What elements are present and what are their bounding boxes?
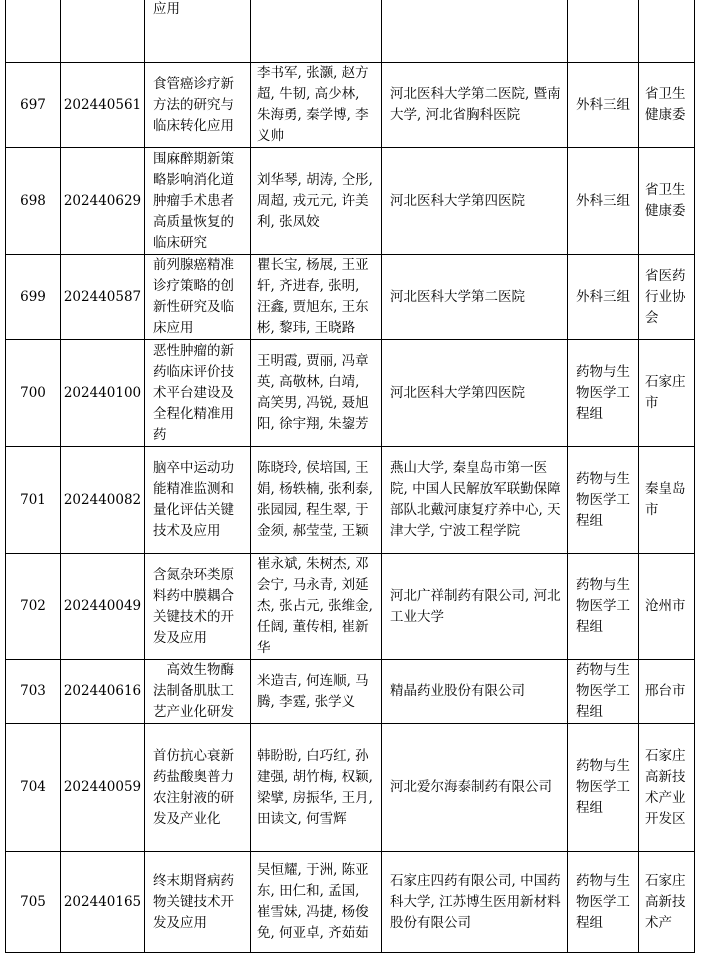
row-number: 701 [20,491,46,508]
project-members-cell [251,63,382,148]
project-members: 吴恒耀, 于洲, 陈亚东, 田仁和, 孟国, 崔雪妹, 冯捷, 杨俊免, 何亚卓, 齐茹茹 [257,862,369,941]
project-title: 含氮杂环类原料药中膜耦合关键技术的开发及应用 [153,566,234,646]
completing-unit: 河北医科大学第四医院 [390,384,525,401]
table-row [6,0,695,63]
project-code: 202440616 [63,683,142,699]
project-members-cell [251,554,382,660]
project-code-cell [61,724,145,852]
project-members-cell [251,255,382,340]
review-group: 药物与生物医学工程组 [576,577,630,635]
project-code-cell [61,852,145,953]
recommending-unit-cell [639,852,695,953]
recommending-unit-cell [639,660,695,724]
project-title: 食管癌诊疗新方法的研究与临床转化应用 [153,75,234,134]
review-group-cell [568,63,639,148]
completing-unit-cell [382,63,568,148]
row-number-cell [6,340,61,447]
table-row [6,447,695,554]
completing-unit-cell [382,340,568,447]
table-row [6,63,695,148]
review-group-cell [568,554,639,660]
project-code: 202440059 [63,779,142,795]
completing-unit: 燕山大学, 秦皇岛市第一医院, 中国人民解放军联勤保障部队北戴河康复疗养中心, 天津大学, 宁波工程学院 [390,460,561,539]
project-title: 围麻醉期新策略影响消化道肿瘤手术患者高质量恢复的临床研究 [153,150,234,251]
project-title: 脑卒中运动功能精准监测和量化评估关键技术及应用 [153,460,234,539]
row-number-cell [6,724,61,852]
table-row [6,554,695,660]
completing-unit: 精晶药业股份有限公司 [390,683,525,699]
row-number: 700 [20,384,46,401]
project-title-cell [145,148,251,255]
project-title-cell [145,724,251,852]
project-members: 陈晓玲, 侯培国, 王娟, 杨轶楠, 张利泰, 张园园, 程生翠, 于金须, 郝莹莹, 王颖 [257,460,373,539]
review-group: 外科三组 [576,96,630,113]
recommending-unit-cell [639,340,695,447]
project-members: 王明霞, 贾丽, 冯章英, 高敬林, 白靖, 高笑男, 冯锐, 聂旭阳, 徐宇翔, 朱鋆芳 [257,353,369,432]
recommending-unit: 石家庄市 [645,374,686,411]
project-title-cell [145,447,251,554]
row-number-cell [6,63,61,148]
review-group: 药物与生物医学工程组 [576,363,630,422]
project-code-cell [61,447,145,554]
project-title: 前列腺癌精准诊疗策略的创新性研究及临床应用 [153,257,234,336]
completing-unit: 河北医科大学第二医院 [390,288,525,305]
row-number: 702 [20,598,46,614]
review-group-cell [568,724,639,852]
project-members: 刘华琴, 胡涛, 仝彤, 周超, 戎元元, 许美利, 张凤姣 [257,171,373,230]
row-number-cell [6,852,61,953]
project-code-cell [61,554,145,660]
review-group: 药物与生物医学工程组 [576,872,630,931]
table-row [6,340,695,447]
project-code-cell [61,255,145,340]
recommending-unit: 石家庄高新技术产业开发区 [645,747,686,827]
row-number: 704 [20,779,46,795]
row-number: 698 [20,192,46,209]
project-members: 李书军, 张灏, 赵方超, 牛韧, 高少林, 朱海勇, 秦学博, 李义帅 [257,65,369,144]
project-code-cell [61,340,145,447]
review-group: 外科三组 [576,192,630,209]
review-group-cell [568,340,639,447]
project-code-cell [61,63,145,148]
completing-unit-cell [382,0,568,63]
completing-unit: 石家庄四药有限公司, 中国药科大学, 江苏博生医用新材料股份有限公司 [390,872,561,931]
review-group-cell [568,0,639,63]
project-title: 高效生物酶法制备肌肽工艺产业化研发 [153,662,234,720]
completing-unit-cell [382,724,568,852]
project-title-cell [145,340,251,447]
table-row [6,148,695,255]
recommending-unit-cell [639,148,695,255]
completing-unit: 河北爱尔海泰制药有限公司 [390,779,552,795]
project-title: 恶性肿瘤的新药临床评价技术平台建设及全程化精准用药 [153,342,234,443]
table-row [6,255,695,340]
recommending-unit: 邢台市 [645,683,686,699]
recommending-unit-cell [639,447,695,554]
row-number: 705 [20,893,46,910]
row-number-cell [6,660,61,724]
recommending-unit: 省卫生健康委 [645,182,686,219]
project-title-cell [145,255,251,340]
project-table [5,0,695,953]
row-number: 697 [20,96,46,113]
project-title: 应用 [153,1,180,17]
project-code: 202440082 [63,491,142,508]
row-number-cell [6,554,61,660]
review-group-cell [568,660,639,724]
recommending-unit-cell [639,0,695,63]
completing-unit-cell [382,660,568,724]
recommending-unit: 沧州市 [645,598,686,614]
recommending-unit-cell [639,63,695,148]
completing-unit-cell [382,852,568,953]
recommending-unit-cell [639,255,695,340]
project-code: 202440561 [63,96,142,113]
project-members-cell [251,852,382,953]
row-number-cell [6,255,61,340]
completing-unit-cell [382,255,568,340]
completing-unit-cell [382,554,568,660]
project-code: 202440587 [63,288,142,305]
recommending-unit-cell [639,554,695,660]
table-row [6,660,695,724]
project-members: 瞿长宝, 杨展, 王亚轩, 齐进春, 张明, 汪鑫, 贾旭东, 王东彬, 黎玮, 王晓路 [257,257,369,336]
project-title-cell [145,63,251,148]
project-title-cell [145,0,251,63]
project-members-cell [251,724,382,852]
project-code-cell [61,660,145,724]
project-members-cell [251,340,382,447]
review-group: 药物与生物医学工程组 [576,662,630,720]
project-code: 202440165 [63,893,142,910]
project-title-cell [145,852,251,953]
project-members-cell [251,0,382,63]
project-code: 202440049 [63,598,142,614]
project-title-cell [145,554,251,660]
recommending-unit: 石家庄高新技术产 [645,872,686,931]
review-group-cell [568,447,639,554]
row-number-cell [6,0,61,63]
project-code: 202440100 [63,384,142,401]
row-number: 699 [20,288,46,305]
review-group-cell [568,852,639,953]
review-group: 药物与生物医学工程组 [576,758,630,816]
project-title: 首仿抗心衰新药盐酸奥普力农注射液的研发及产业化 [153,747,234,827]
completing-unit: 河北医科大学第四医院 [390,192,525,209]
review-group: 外科三组 [576,288,630,305]
recommending-unit: 省卫生健康委 [645,86,686,123]
recommending-unit: 省医药行业协会 [645,267,686,326]
row-number-cell [6,447,61,554]
completing-unit-cell [382,148,568,255]
review-group-cell [568,255,639,340]
completing-unit: 河北医科大学第二医院, 暨南大学, 河北省胸科医院 [390,86,561,123]
table-row [6,724,695,852]
project-code-cell [61,148,145,255]
recommending-unit-cell [639,724,695,852]
completing-unit: 河北广祥制药有限公司, 河北工业大学 [390,587,561,625]
project-code: 202440629 [63,192,142,209]
project-members-cell [251,660,382,724]
completing-unit-cell [382,447,568,554]
project-title-cell [145,660,251,724]
project-title: 终末期肾病药物关键技术开发及应用 [153,872,234,931]
review-group-cell [568,148,639,255]
review-group: 药物与生物医学工程组 [576,470,630,529]
row-number: 703 [20,683,46,699]
project-members: 米造吉, 何连顺, 马腾, 李霆, 张学义 [257,672,369,710]
project-code-cell [61,0,145,63]
project-members: 崔永斌, 朱树杰, 邓会宁, 马永青, 刘延杰, 张占元, 张维金, 任阔, 董传相, 崔新华 [257,556,373,656]
table-body [6,0,695,953]
table-row [6,852,695,953]
project-members-cell [251,447,382,554]
project-members-cell [251,148,382,255]
row-number-cell [6,148,61,255]
recommending-unit: 秦皇岛市 [645,481,686,518]
project-members: 韩盼盼, 白巧红, 孙建强, 胡竹梅, 权颖, 梁擘, 房振华, 王月, 田读文, 何雪辉 [257,747,373,827]
